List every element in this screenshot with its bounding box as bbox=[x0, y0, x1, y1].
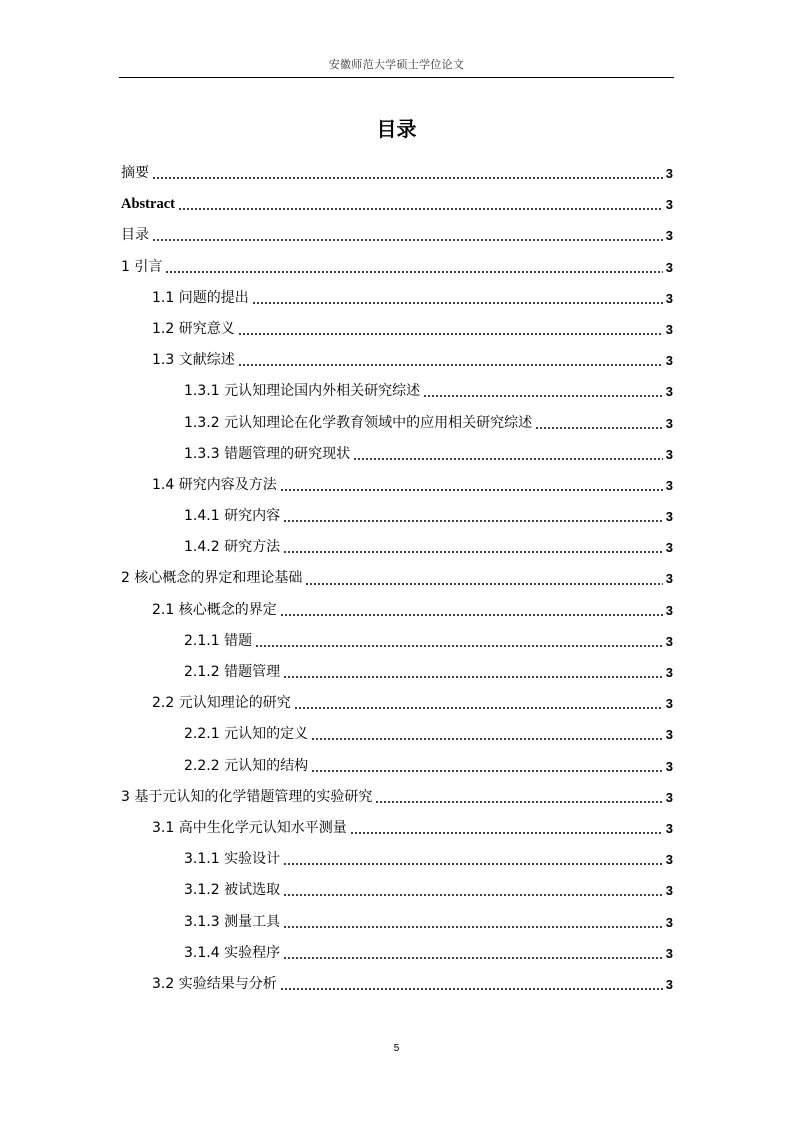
toc-entry-label: Abstract bbox=[121, 196, 175, 213]
toc-entry-label: 1.4.1 研究内容 bbox=[184, 508, 281, 525]
dot-leader bbox=[353, 458, 663, 460]
toc-entry-page: 3 bbox=[665, 321, 673, 337]
toc-entry-label: 1.3.1 元认知理论国内外相关研究综述 bbox=[184, 383, 421, 400]
dot-leader bbox=[311, 770, 663, 772]
page-title: 目录 bbox=[376, 117, 417, 141]
toc-entry[interactable] bbox=[121, 220, 673, 251]
dot-leader bbox=[280, 489, 663, 491]
toc-entry-page: 3 bbox=[665, 228, 673, 244]
dot-leader bbox=[252, 302, 663, 304]
dot-leader bbox=[311, 738, 663, 740]
dot-leader bbox=[152, 177, 663, 179]
toc-entry-label: 2.2.2 元认知的结构 bbox=[184, 757, 309, 774]
toc-entry-label: 1.3.2 元认知理论在化学教育领域中的应用相关研究综述 bbox=[184, 414, 533, 431]
toc-entry-label: 2.2.1 元认知的定义 bbox=[184, 726, 309, 743]
toc-entry-label: 3.1.2 被试选取 bbox=[184, 882, 281, 899]
dot-leader bbox=[152, 239, 663, 241]
toc-entry-label: 2 核心概念的界定和理论基础 bbox=[121, 570, 303, 587]
dot-leader bbox=[283, 894, 663, 896]
dot-leader bbox=[283, 520, 663, 522]
dot-leader bbox=[423, 395, 663, 397]
toc-entry-page: 3 bbox=[665, 446, 673, 462]
toc-entry[interactable] bbox=[121, 813, 673, 844]
toc-entry-page: 3 bbox=[665, 602, 673, 618]
toc-entry[interactable] bbox=[121, 252, 673, 283]
toc-entry-page: 3 bbox=[665, 415, 673, 431]
toc-entry[interactable] bbox=[121, 626, 673, 657]
toc-entry-label: 3.2 实验结果与分析 bbox=[152, 975, 277, 992]
toc-entry-label: 1.2 研究意义 bbox=[152, 320, 235, 337]
toc-entry-label: 2.1.2 错题管理 bbox=[184, 664, 281, 680]
header-divider bbox=[119, 77, 674, 78]
dot-leader bbox=[283, 957, 663, 959]
dot-leader bbox=[375, 801, 662, 803]
dot-leader bbox=[238, 364, 663, 366]
toc-entry-label: 3.1.3 测量工具 bbox=[184, 913, 281, 930]
dot-leader bbox=[283, 926, 663, 928]
toc-entry-page: 3 bbox=[665, 696, 673, 712]
dot-leader bbox=[283, 551, 663, 553]
toc-entry-page: 3 bbox=[665, 353, 673, 369]
toc-entry-page: 3 bbox=[665, 945, 673, 961]
dot-leader bbox=[165, 271, 662, 273]
toc-entry-label: 目录 bbox=[121, 227, 149, 244]
toc-entry-label: 1 引言 bbox=[121, 258, 163, 275]
toc-entry[interactable] bbox=[121, 688, 673, 719]
dot-leader bbox=[280, 614, 663, 616]
toc-entry-label: 3.1.1 实验设计 bbox=[184, 851, 281, 868]
dot-leader bbox=[283, 676, 663, 678]
toc-entry[interactable] bbox=[121, 751, 673, 782]
toc-entry-label: 2.2 元认知理论的研究 bbox=[152, 695, 291, 712]
dot-leader bbox=[280, 988, 663, 990]
toc-entry-page: 3 bbox=[665, 571, 673, 587]
dot-leader bbox=[535, 427, 663, 429]
toc-entry[interactable] bbox=[121, 595, 673, 626]
toc-entry[interactable] bbox=[121, 532, 673, 563]
toc-entry-page: 3 bbox=[665, 259, 673, 275]
toc-entry-page: 3 bbox=[665, 197, 673, 213]
dot-leader bbox=[238, 333, 663, 335]
toc-entry-label: 1.4.2 研究方法 bbox=[184, 539, 281, 556]
toc-entry-page: 3 bbox=[665, 758, 673, 774]
toc-entry-label: 3 基于元认知的化学错题管理的实验研究 bbox=[121, 788, 373, 805]
toc-entry-page: 3 bbox=[665, 509, 673, 525]
toc-entry[interactable] bbox=[121, 314, 673, 345]
toc-entry[interactable] bbox=[121, 719, 673, 750]
toc-entry[interactable] bbox=[121, 376, 673, 407]
toc-entry-page: 3 bbox=[665, 665, 673, 680]
toc-entry-page: 3 bbox=[665, 540, 673, 556]
toc-list bbox=[121, 158, 673, 1000]
toc-entry[interactable] bbox=[121, 501, 673, 532]
dot-leader bbox=[294, 707, 663, 709]
toc-entry[interactable] bbox=[121, 938, 673, 969]
toc-entry-label: 2.1.1 错题 bbox=[184, 632, 253, 649]
toc-entry-page: 3 bbox=[665, 976, 673, 992]
toc-entry[interactable] bbox=[121, 408, 673, 439]
toc-entry[interactable] bbox=[121, 657, 673, 688]
toc-entry[interactable] bbox=[121, 158, 673, 189]
toc-entry-page: 3 bbox=[665, 384, 673, 400]
toc-entry-page: 3 bbox=[665, 290, 673, 306]
toc-entry-page: 3 bbox=[665, 477, 673, 493]
toc-entry-label: 1.1 问题的提出 bbox=[152, 289, 249, 306]
dot-leader bbox=[350, 832, 663, 834]
dot-leader bbox=[255, 645, 663, 647]
dot-leader bbox=[178, 208, 663, 210]
toc-entry[interactable] bbox=[121, 563, 673, 594]
toc-entry[interactable] bbox=[121, 439, 673, 470]
toc-entry-page: 3 bbox=[665, 914, 673, 930]
toc-entry-label: 3.1 高中生化学元认知水平测量 bbox=[152, 819, 347, 836]
toc-entry-page: 3 bbox=[665, 883, 673, 899]
running-header: 安徽师范大学硕士学位论文 bbox=[328, 58, 465, 71]
toc-entry[interactable] bbox=[121, 189, 673, 220]
toc-entry[interactable] bbox=[121, 470, 673, 501]
toc-entry-page: 3 bbox=[665, 789, 673, 805]
dot-leader bbox=[305, 583, 662, 585]
dot-leader bbox=[283, 863, 663, 865]
toc-entry-label: 1.3.3 错题管理的研究现状 bbox=[184, 445, 351, 462]
page-number: 5 bbox=[393, 1043, 400, 1054]
toc-entry[interactable] bbox=[121, 345, 673, 376]
toc-entry-label: 2.1 核心概念的界定 bbox=[152, 601, 277, 618]
toc-entry[interactable] bbox=[121, 283, 673, 314]
toc-entry[interactable] bbox=[121, 875, 673, 906]
toc-entry[interactable] bbox=[121, 907, 673, 938]
toc-entry-page: 3 bbox=[665, 633, 673, 649]
toc-entry[interactable] bbox=[121, 844, 673, 875]
toc-entry-page: 3 bbox=[665, 820, 673, 836]
toc-entry[interactable] bbox=[121, 969, 673, 1000]
toc-entry-label: 摘要 bbox=[121, 165, 149, 181]
toc-entry-label: 3.1.4 实验程序 bbox=[184, 944, 281, 961]
toc-entry[interactable] bbox=[121, 782, 673, 813]
toc-entry-page: 3 bbox=[665, 166, 673, 181]
toc-entry-label: 1.4 研究内容及方法 bbox=[152, 476, 277, 493]
toc-entry-page: 3 bbox=[665, 852, 673, 868]
toc-entry-page: 3 bbox=[665, 727, 673, 743]
toc-entry-label: 1.3 文献综述 bbox=[152, 352, 235, 369]
